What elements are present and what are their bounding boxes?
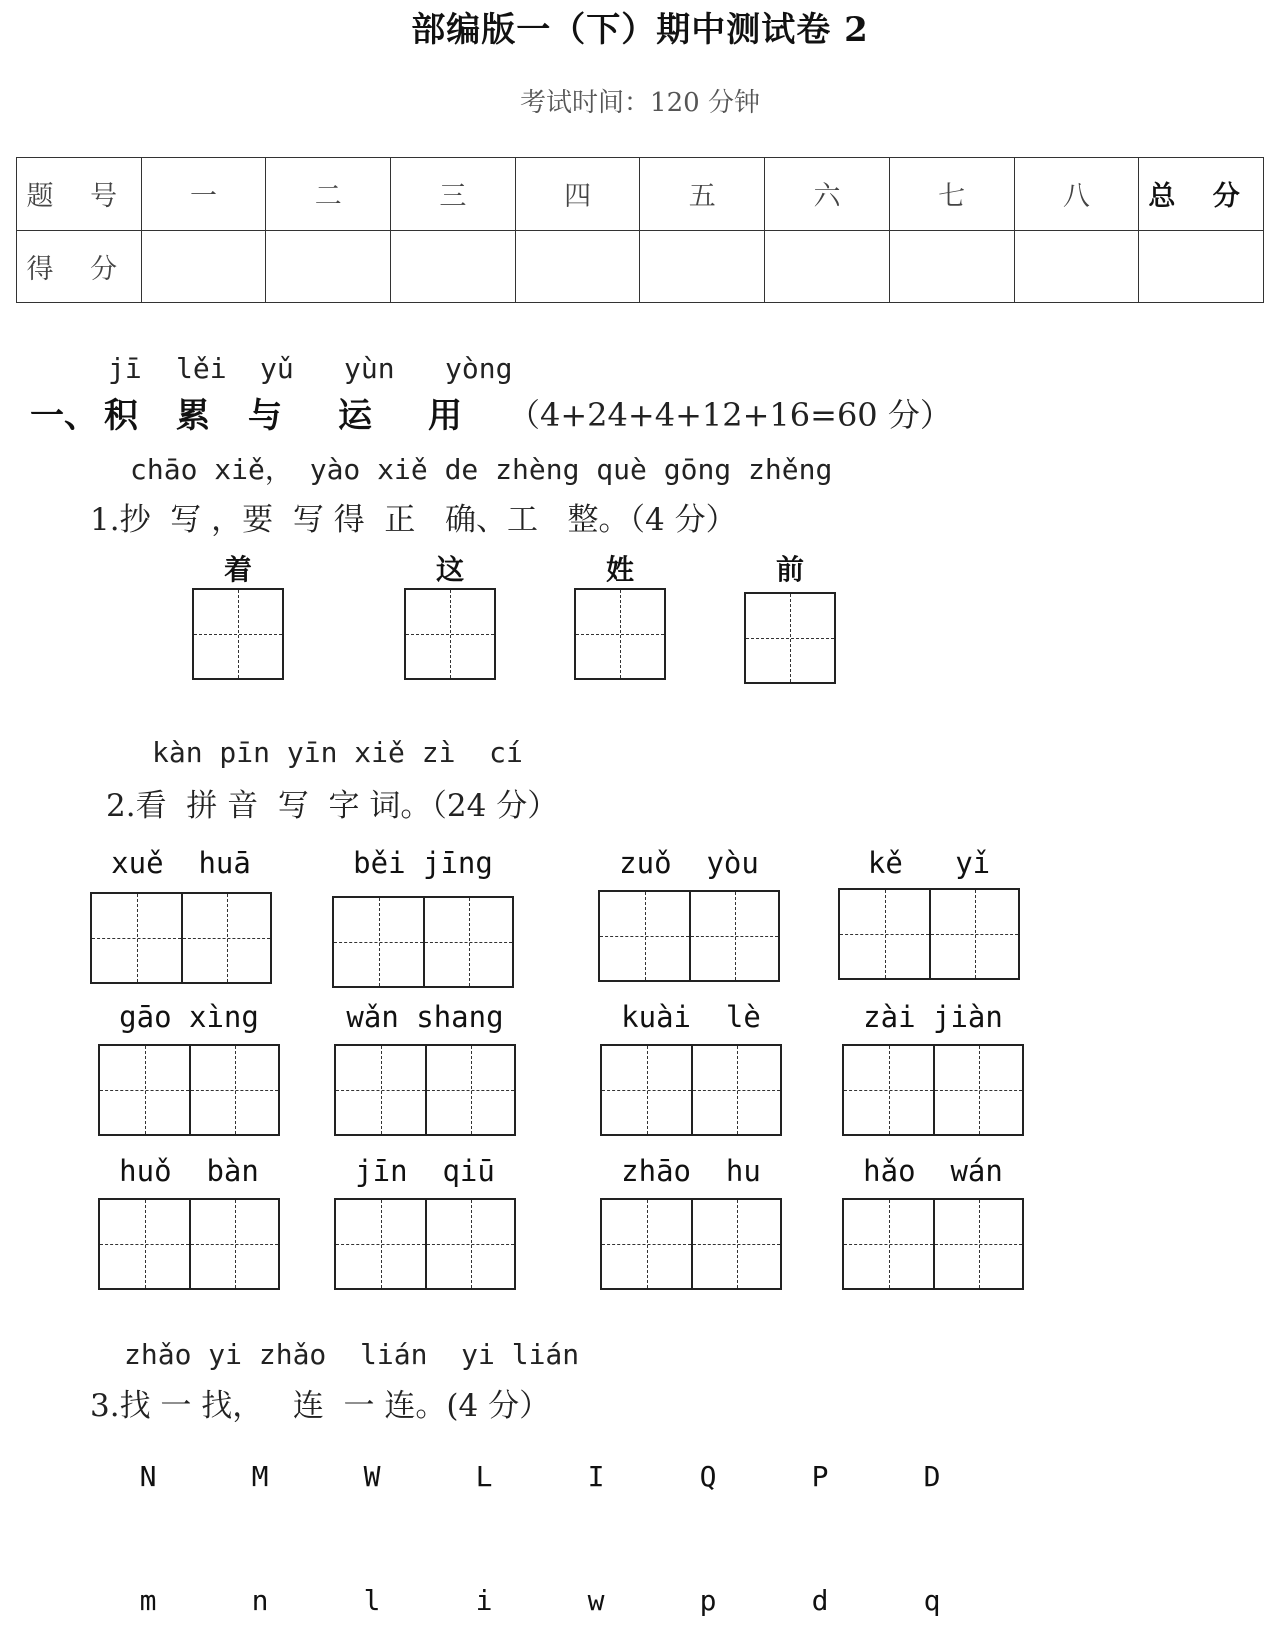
word-pinyin: hǎo wán (863, 1154, 1003, 1188)
section1-score: （4+24+4+12+16=60 分） (508, 396, 952, 434)
uppercase-letter[interactable]: L (475, 1460, 493, 1493)
lowercase-letter[interactable]: w (587, 1584, 605, 1617)
word-item (842, 1000, 1024, 1140)
score-cell[interactable] (889, 230, 1014, 303)
word-item (334, 1000, 516, 1140)
word-grid[interactable] (98, 1044, 280, 1136)
word-pinyin: huǒ bàn (119, 1154, 259, 1188)
word-pinyin: zài jiàn (863, 1000, 1003, 1034)
word-grid[interactable] (600, 1044, 782, 1136)
word-pinyin: gāo xìng (119, 1000, 259, 1034)
q1-char-1: 着 (223, 553, 252, 586)
word-item (98, 1000, 280, 1140)
column-4: 四 (515, 158, 640, 231)
lowercase-letter[interactable]: i (475, 1584, 493, 1617)
word-item (90, 846, 272, 986)
word-grid[interactable] (842, 1198, 1024, 1290)
word-grid[interactable] (842, 1044, 1024, 1136)
word-pinyin: wǎn shang (346, 1000, 504, 1034)
score-label: 得 分 (17, 230, 142, 303)
word-pinyin: kě yǐ (867, 846, 991, 880)
section1-char-5: 用 (428, 396, 462, 436)
q2-instruction: 2.看 拼 音 写 字 词。（24 分） (106, 788, 559, 824)
word-grid[interactable] (90, 892, 272, 984)
score-cell[interactable] (391, 230, 516, 303)
score-cell[interactable] (640, 230, 765, 303)
word-item (600, 1154, 782, 1294)
section1-char-4: 运 (338, 396, 372, 436)
word-grid[interactable] (332, 896, 514, 988)
word-grid[interactable] (600, 1198, 782, 1290)
section1-pinyin-4: yùn (344, 352, 395, 385)
writing-grid[interactable] (404, 588, 496, 680)
word-grid[interactable] (334, 1198, 516, 1290)
section1-pinyin-2: lěi (176, 352, 227, 385)
lowercase-letter[interactable]: n (251, 1584, 269, 1617)
word-grid[interactable] (98, 1198, 280, 1290)
score-cell[interactable] (765, 230, 890, 303)
score-cell[interactable] (515, 230, 640, 303)
score-cell[interactable] (1139, 230, 1264, 303)
score-table-header-row (17, 158, 1264, 231)
score-cell[interactable] (266, 230, 391, 303)
column-7: 七 (889, 158, 1014, 231)
q1-char-2: 这 (435, 553, 464, 586)
word-item (98, 1154, 280, 1294)
q1-pinyin: chāo xiě， yào xiě de zhèng què gōng zhěng (130, 453, 833, 486)
section1-char-3: 与 (248, 396, 282, 436)
word-item (600, 1000, 782, 1140)
q1-instruction: 1.抄 写 ，要 写 得 正 确、工 整。（4 分） (90, 502, 737, 538)
writing-grid[interactable] (744, 592, 836, 684)
q1-char-3: 姓 (605, 553, 634, 586)
column-8: 八 (1014, 158, 1139, 231)
q1-char-4: 前 (775, 553, 804, 586)
lowercase-letter[interactable]: p (699, 1584, 717, 1617)
word-item (842, 1154, 1024, 1294)
q3-pinyin: zhǎo yi zhǎo lián yi lián (124, 1338, 580, 1371)
writing-grid[interactable] (192, 588, 284, 680)
score-cell[interactable] (1014, 230, 1139, 303)
writing-grid[interactable] (574, 588, 666, 680)
q2-pinyin: kàn pīn yīn xiě zì cí (152, 736, 523, 769)
section1-prefix: 一、 (30, 396, 98, 436)
uppercase-letter[interactable]: I (587, 1460, 605, 1493)
exam-duration: 考试时间：120 分钟 (520, 88, 760, 118)
question-number-label: 题 号 (17, 158, 142, 231)
column-3: 三 (391, 158, 516, 231)
score-table-score-row (17, 230, 1264, 303)
uppercase-letter[interactable]: D (923, 1460, 941, 1493)
lowercase-letter[interactable]: q (923, 1584, 941, 1617)
word-pinyin: zuǒ yòu (619, 846, 759, 880)
lowercase-letter[interactable]: m (139, 1584, 157, 1617)
word-item (598, 846, 780, 986)
word-pinyin: jīn qiū (355, 1154, 495, 1188)
word-grid[interactable] (334, 1044, 516, 1136)
word-pinyin: běi jīng (353, 846, 493, 880)
total-score-label: 总 分 (1139, 158, 1264, 231)
uppercase-letter[interactable]: Q (699, 1460, 717, 1493)
section1-pinyin-3: yǔ (260, 352, 294, 385)
q3-instruction: 3.找 一 找， 连 一 连。(4 分） (90, 1388, 551, 1424)
word-item (334, 1154, 516, 1294)
uppercase-letter[interactable]: W (363, 1460, 381, 1493)
lowercase-letter[interactable]: l (363, 1584, 381, 1617)
section1-char-2: 累 (176, 396, 210, 436)
uppercase-letter[interactable]: N (139, 1460, 157, 1493)
column-2: 二 (266, 158, 391, 231)
word-pinyin: xuě huā (111, 846, 251, 880)
word-item (838, 846, 1020, 986)
score-cell[interactable] (141, 230, 266, 303)
uppercase-letter[interactable]: M (251, 1460, 269, 1493)
word-pinyin: kuài lè (621, 1000, 761, 1034)
word-grid[interactable] (838, 888, 1020, 980)
word-pinyin: zhāo hu (621, 1154, 761, 1188)
score-table (16, 157, 1264, 303)
column-6: 六 (765, 158, 890, 231)
lowercase-letter[interactable]: d (811, 1584, 829, 1617)
column-1: 一 (141, 158, 266, 231)
uppercase-letter[interactable]: P (811, 1460, 829, 1493)
page-title: 部编版一（下）期中测试卷 2 (411, 10, 869, 50)
word-item (332, 846, 514, 986)
column-5: 五 (640, 158, 765, 231)
section1-char-1: 积 (104, 396, 138, 436)
word-grid[interactable] (598, 890, 780, 982)
section1-pinyin-1: jī (108, 352, 142, 385)
section1-pinyin-5: yòng (445, 352, 513, 385)
